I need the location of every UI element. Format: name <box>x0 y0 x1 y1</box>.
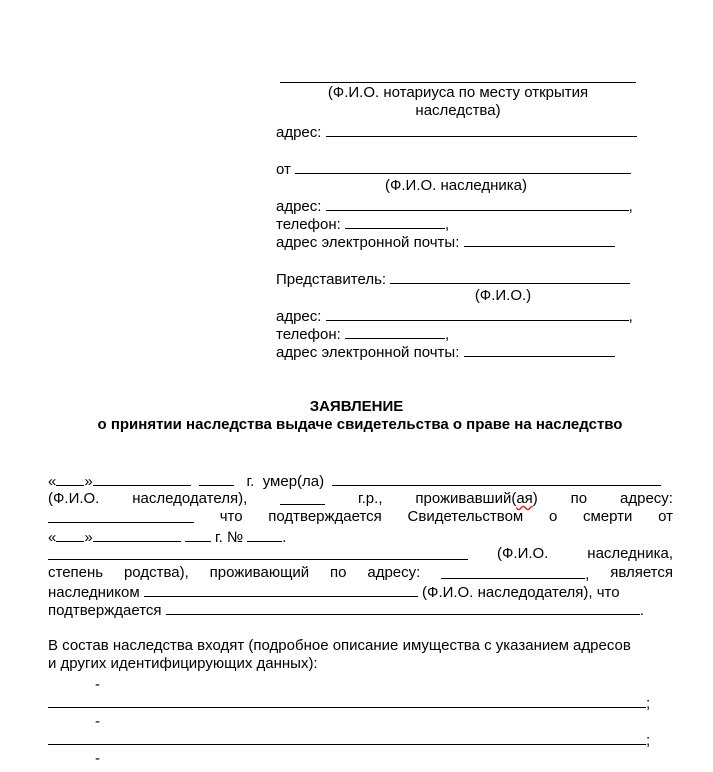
death-day-field[interactable] <box>56 471 84 486</box>
heir-phone-field[interactable] <box>345 214 445 229</box>
estate-item-field[interactable] <box>48 730 646 745</box>
phone-label: телефон: <box>276 326 341 343</box>
notary-caption-2: наследства) <box>415 102 501 119</box>
rep-email-row <box>276 342 615 362</box>
p2-line-3: наследником (Ф.И.О. наследодателя), что <box>48 584 620 601</box>
from-label: от <box>276 161 291 178</box>
notary-caption-1: (Ф.И.О. нотариуса по месту открытия <box>327 84 589 101</box>
heir-name-field[interactable] <box>295 159 631 174</box>
rep-phone-field[interactable] <box>345 324 445 339</box>
notary-address-field[interactable] <box>326 122 637 137</box>
cert-year-field[interactable] <box>185 527 211 542</box>
p3-line-1: В состав наследства входят (подробное описание имущества с указанием адресов <box>48 637 631 654</box>
cert-day-field[interactable] <box>56 527 84 542</box>
comma: , <box>444 326 450 343</box>
phone-label: телефон: <box>276 216 341 233</box>
proof-document-field[interactable] <box>166 600 640 615</box>
testator-name-field[interactable] <box>332 471 661 486</box>
address-label: адрес: <box>276 198 322 215</box>
rep-address-row <box>276 306 633 326</box>
cert-month-field[interactable] <box>93 527 181 542</box>
heir-caption: (Ф.И.О. наследника) <box>384 177 528 194</box>
testator-name-body-field[interactable] <box>144 582 418 597</box>
cert-number-field[interactable] <box>247 527 282 542</box>
rep-caption: (Ф.И.О.) <box>474 287 532 304</box>
p1-line-1: « » г. умер(ла) <box>48 471 673 491</box>
comma: , <box>628 198 633 215</box>
heir-address-body-field[interactable] <box>441 564 585 579</box>
heir-phone-row <box>276 214 449 234</box>
rep-phone-row <box>276 324 449 344</box>
p2-line-4: подтверждается . <box>48 602 644 619</box>
heir-name-body-field[interactable] <box>48 545 468 560</box>
p1-line-4: « » г. № . <box>48 529 287 546</box>
heir-address-field[interactable] <box>326 196 629 211</box>
death-year-field[interactable] <box>199 471 234 486</box>
email-label: адрес электронной почты: <box>276 234 460 251</box>
comma: , <box>628 308 633 325</box>
testator-address-field[interactable] <box>48 508 194 523</box>
heir-email-field[interactable] <box>464 232 615 247</box>
list-dash: - <box>95 676 100 693</box>
p1-line-2: (Ф.И.О. наследодателя), г.р., проживавший(ая) по адресу: <box>48 490 673 507</box>
p2-line-1: (Ф.И.О. наследника, <box>48 545 673 565</box>
heir-address-row <box>276 196 633 216</box>
document-title: ЗАЯВЛЕНИЕ <box>309 398 404 415</box>
document-subtitle: о принятии наследства выдаче свидетельства о праве на наследство <box>97 416 623 433</box>
comma: , <box>444 216 450 233</box>
testator-birth-year-field[interactable] <box>280 490 325 505</box>
heir-row <box>276 159 631 179</box>
rep-email-field[interactable] <box>464 342 615 357</box>
address-label: адрес: <box>276 124 322 141</box>
rep-name-field[interactable] <box>390 269 630 284</box>
estate-item-row: ; <box>48 730 650 750</box>
estate-item-field[interactable] <box>48 693 646 708</box>
estate-item-row: ; <box>48 693 650 713</box>
heir-email-row <box>276 232 615 252</box>
address-label: адрес: <box>276 308 322 325</box>
p1-line-3: что подтверждается Свидетельством о смерти от <box>48 508 673 526</box>
p3-line-2: и других идентифицирующих данных): <box>48 655 318 672</box>
email-label: адрес электронной почты: <box>276 344 460 361</box>
rep-row <box>276 269 630 289</box>
p2-line-2: степень родства), проживающий по адресу: , является <box>48 564 673 583</box>
rep-address-field[interactable] <box>326 306 629 321</box>
death-month-field[interactable] <box>93 471 191 486</box>
list-dash: - <box>95 750 100 767</box>
notary-name-line[interactable] <box>280 68 636 83</box>
representative-label: Представитель: <box>276 271 387 288</box>
notary-address-row <box>276 122 637 142</box>
list-dash: - <box>95 713 100 730</box>
